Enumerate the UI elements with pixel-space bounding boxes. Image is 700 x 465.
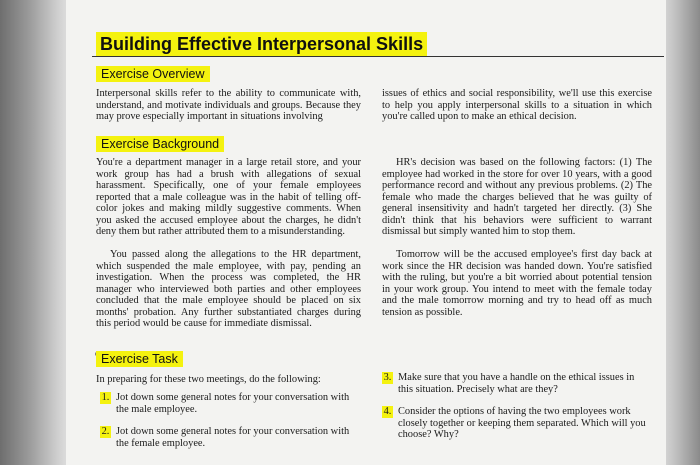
task-item-2-text: Jot down some general notes for your conversation with the female employee. — [116, 426, 350, 449]
task-intro: In preparing for these two meetings, do the following: — [96, 374, 321, 385]
task-item-4-number: 4. — [383, 406, 392, 417]
background-heading: Exercise Background — [96, 136, 224, 152]
overview-heading: Exercise Overview — [96, 66, 210, 82]
overview-text-col2: issues of ethics and social responsibility, we'll use this exercise to help you apply interpersonal skills to a situation in which you're called upon to make an ethical decision. — [382, 88, 652, 122]
background-col2-para1: HR's decision was based on the following factors: (1) The employee had worked in the store for over 10 years, with a good performance record and without any previous problems. (2) The female who made the charges believed that he was guilty of general insensitivity and hadn't targeted her directly. (3) She didn't think that his behaviors were sufficient to warrant dismissal but simply wanted him to stop them. — [382, 157, 652, 237]
task-item-3-text: Make sure that you have a handle on the ethical issues in this situation. Precisely what are they? — [398, 372, 635, 395]
task-item-2 — [100, 426, 362, 449]
task-item-1-text: Jot down some general notes for your conversation with the male employee. — [116, 392, 350, 415]
background-col2-para2: Tomorrow will be the accused employee's first day back at work since the HR decision was handed down. You're satisfied with the ruling, but you're a bit worried about potential tension in your work group. You intend to meet with the female today and the male tomorrow morning and try to head off as much tension as possible. — [382, 249, 652, 318]
task-item-1-number: 1. — [101, 392, 110, 403]
task-heading: Exercise Task — [96, 351, 183, 367]
task-item-4-text: Consider the options of having the two employees work closely together or keeping them separated. Which will you choose? Why? — [398, 406, 646, 440]
task-item-4 — [382, 406, 650, 441]
task-item-2-number: 2. — [101, 426, 110, 437]
title-divider — [92, 56, 664, 57]
scan-shadow-left — [0, 0, 72, 465]
background-col1-para1: You're a department manager in a large retail store, and your work group has had a brush with allegations of sexual harassment. Specifically, one of your female employees reported that a male colleague was in the habit of telling off-color jokes and making mildly suggestive comments. When you asked the accused employee about the charges, he didn't deny them but rather attributed them to a misunderstanding. — [96, 157, 361, 237]
overview-text-col1: Interpersonal skills refer to the ability to communicate with, understand, and motivate individuals and groups. Because they may prove especially important in situations involving — [96, 88, 361, 122]
task-item-3-number: 3. — [383, 372, 392, 383]
background-col1-para2: You passed along the allegations to the HR department, which suspended the male employee, with pay, pending an investigation. When the process was completed, the HR manager who interviewed both parties and other employees concluded that the male employee should be placed on six months' probation. Any further substantiated charges during this period would be cause for immediate dismissal. — [96, 249, 361, 329]
task-item-1 — [100, 392, 362, 415]
page-title: Building Effective Interpersonal Skills — [96, 32, 427, 56]
task-item-3 — [382, 372, 650, 395]
